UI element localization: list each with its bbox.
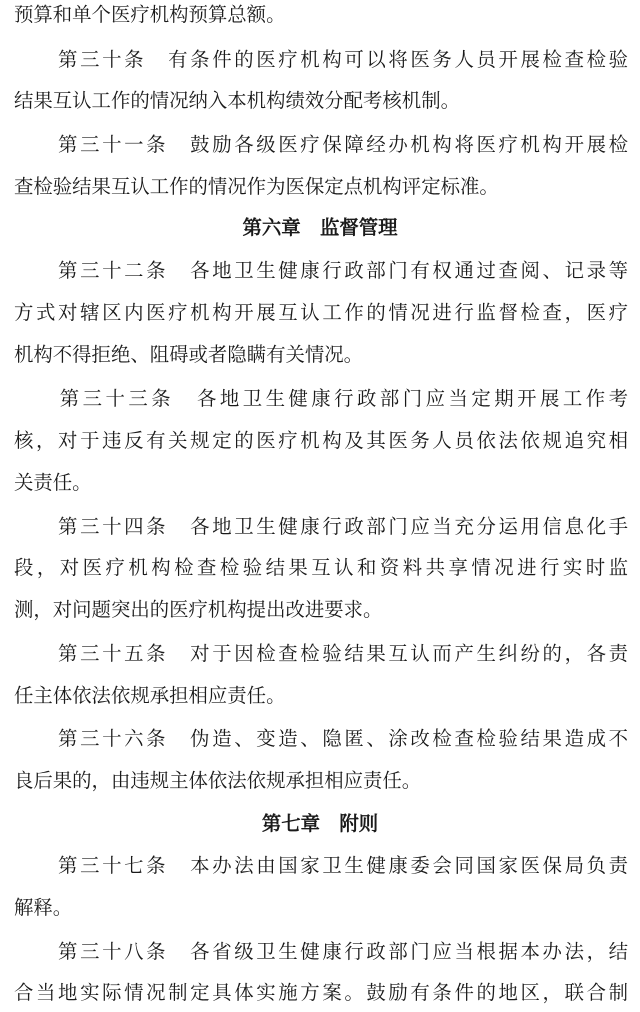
text-line: 方式对辖区内医疗机构开展互认工作的情况进行监督检查，医疗 (14, 301, 628, 324)
chapter-heading: 第六章 监督管理 (242, 216, 398, 239)
text-line: 测，对问题突出的医疗机构提出改进要求。 (14, 598, 383, 621)
chapter-heading: 第七章 附则 (261, 812, 379, 835)
text-line: 结果互认工作的情况纳入本机构绩效分配考核机制。 (14, 89, 460, 112)
text-line: 第三十八条 各省级卫生健康行政部门应当根据本办法，结 (14, 940, 628, 963)
text-line: 查检验结果互认工作的情况作为医保定点机构评定标准。 (14, 175, 499, 198)
text-line: 第三十三条 各地卫生健康行政部门应当定期开展工作考 (14, 387, 628, 410)
text-line: 合当地实际情况制定具体实施方案。鼓励有条件的地区，联合制 (14, 981, 628, 1004)
text-line: 预算和单个医疗机构预算总额。 (14, 3, 286, 26)
text-line: 第三十条 有条件的医疗机构可以将医务人员开展检查检验 (14, 48, 628, 71)
text-line: 第三十二条 各地卫生健康行政部门有权通过查阅、记录等 (14, 259, 628, 282)
text-line: 核，对于违反有关规定的医疗机构及其医务人员依法依规追究相 (14, 429, 628, 452)
text-line: 第三十一条 鼓励各级医疗保障经办机构将医疗机构开展检 (14, 133, 628, 156)
text-line: 机构不得拒绝、阻碍或者隐瞒有关情况。 (14, 343, 364, 366)
text-line: 段，对医疗机构检查检验结果互认和资料共享情况进行实时监 (14, 556, 628, 579)
text-line: 解释。 (14, 896, 73, 919)
text-line: 任主体依法依规承担相应责任。 (14, 684, 286, 707)
text-line: 第三十六条 伪造、变造、隐匿、涂改检查检验结果造成不 (14, 727, 628, 750)
text-line: 第三十四条 各地卫生健康行政部门应当充分运用信息化手 (14, 515, 628, 538)
text-line: 第三十五条 对于因检查检验结果互认而产生纠纷的，各责 (14, 642, 628, 665)
text-line: 关责任。 (14, 471, 92, 494)
text-line: 良后果的，由违规主体依法依规承担相应责任。 (14, 769, 422, 792)
text-line: 第三十七条 本办法由国家卫生健康委会同国家医保局负责 (14, 854, 628, 877)
